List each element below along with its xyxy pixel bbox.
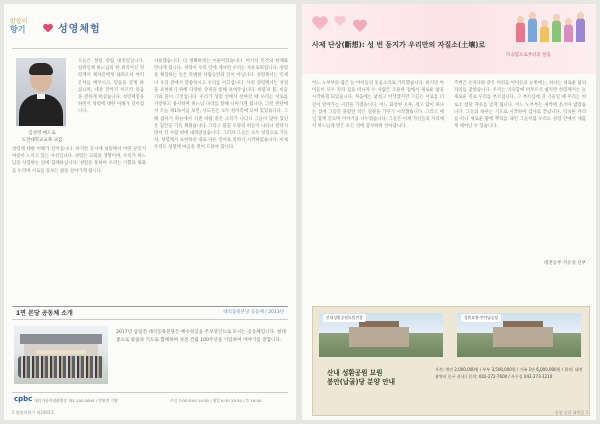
heart-decoration-icon xyxy=(310,10,370,36)
ad-headline-line2: 봉안(납골)당 분양 안내 xyxy=(327,378,395,386)
footer-right-info: 주일 7:00 8:00 10:30 / 평일 6:30 19:30 / 토 16:00 xyxy=(170,398,262,403)
left-page xyxy=(4,4,296,420)
page-title: 성영체험 xyxy=(58,24,101,35)
page-number-left: 2 말씀의향기 제2003호 xyxy=(12,410,55,415)
article-author: 대전동부 지유성 신부 xyxy=(544,261,586,266)
section-title: 1면 본당 공동체 소개 xyxy=(16,310,73,317)
parish-notice-text: 2017년 삼일전 대리동북분당은 예수성심을 주보성인으로 모시는 공동체입니다. 현대종으로 말씀과 기도로 함께하며 성전 건립 100주년을 기념하여 이야기를 전합니다. xyxy=(116,330,286,343)
ad-headline-line1: 산내 성환공원 묘원 xyxy=(327,369,383,377)
title-divider xyxy=(12,48,288,49)
article-column-2: 사용했습니다. 더 정확하게는 이순이었습니다. 여기서 인간의 한계와 만나게 됩니다. 성령이 우리 안에 계시면 우리는 자유로워집니다. 성령을 체험하는 일은 특별한 사람들만의 일이 아닙니다. 성령께서는 언제나 우리 곁에서 말씀하시고 우리를 이끄십니다. 사실 성령께서는 성경을 표현하기 위해 다양한 상징을 통해 보여주십니다. 바람과 불, 비둘기와 물이 그것입니다. 우리가 성령 안에서 살아갈 때 우리는 서로를 사랑하고 용서하며 하느님 나라를 향해 나아가게 됩니다. 그런 판단에서 오늘 제1독서를 보면, 사도들은 모두 한자리에 모여 있었습니다. 그때 갑자기 하늘에서 거센 바람 같은 소리가 나더니 그들이 앉아 있던 온 집안을 가득 채웠습니다. 그리고 불꽃 모양의 혀들이 나타나 갈라지면서 각 사람 위에 내려앉았습니다. 그러자 그들은 모두 성령으로 가득 차, 성령께서 표현하신 대로 다른 언어로 말하기 시작하였습니다. 이제 우리도 성령께 마음을 열어 드려야 합니다. xyxy=(154,59,288,151)
author-photo xyxy=(16,58,66,126)
logo-top-text: 말씀의 xyxy=(10,18,28,25)
footer-left-info: 대리가톨릭평화방송 TEL 100-3844 / 만원의 기쁨 xyxy=(34,398,118,403)
article-column-2: 주변은 손자다와 같은 어려움 아이들의 눈빛에는, 하나는 새로운 삶의 자리를 찾았습니다. 우리는 익숙함에 머무르기 쉽지만 성령께서는 늘 새로운 길로 우리를 부르십니다. 그 부르심에 귀 기울일 때 우리는 비로소 참된 자유를 얻게 됩니다. 어느 노부부는 새벽에 옷소아 얇았습니다. 그들의 하루는 기도로 시작하여 감사로 끝납니다. 익숙한 자리를 떠나 새로운 땅에 뿌리를 내린 그들처럼 우리도 성령 안에서 새롭게 태어날 수 있습니다. xyxy=(454,81,586,130)
ad-photo-label-left: 산내성환공원묘원전경 xyxy=(323,314,366,322)
right-page xyxy=(302,4,596,420)
photo-caption-name: 김성영 베드로 xyxy=(28,131,56,136)
cpbc-logo: cpbc xyxy=(14,395,33,403)
ad-photo-label-right: 성환묘원·봉안납골당 xyxy=(461,314,501,322)
footer-divider xyxy=(12,392,288,393)
family-illustration xyxy=(512,8,592,42)
article-subtitle: 익숙함으로부터의 탈출 xyxy=(506,53,551,58)
heart-icon xyxy=(42,22,54,34)
article-column-1-top: 오늘은 성령 강림 대축일입니다. 삼위일체 하느님의 한 위격이신 성령께서 제자들에게 내려오셔 여러 은사를 베푸시고, 믿음을 굳게 하셨으며, 세상 끝까지 이르러 복음을 전하게 하셨습니다. 성령체험을 하면서 성령에 대한 이해가 깊어집니다. xyxy=(78,59,144,115)
cemetery-ad xyxy=(312,306,590,416)
section-subtitle: 대리동북본당 공동체 / 2013년 xyxy=(223,310,284,315)
article-column-1-bottom: 성령께 대한 이해가 깊어집니다. 하지만 동시에 성령께서 어떤 분인지 여럿이 느끼고 있는 사실입니다. 성령은 교회의 생명이며, 우리가 하느님을 사랑하는 일에 함께하십니다. 성령을 통하여 우리는 기쁨과 평화를 누리며 서로를 돌보는 삶을 살아가게 됩니다. xyxy=(12,147,146,174)
page-number-right: 성령 강림 대축일 3 xyxy=(554,410,588,415)
photo-caption-role: 도란대학교교목 교갑 xyxy=(21,138,63,143)
column-logo xyxy=(10,16,50,42)
ad-headline xyxy=(327,369,427,387)
article-column-1: 어느 노부부의 집은 늘 아이들의 웃음소리로 가득했습니다. 하지만 아이들이 모두 자라 집을 떠나자 두 사람은 조용한 집에서 새로운 삶을 시작하게 되었습니다. 처음에는 낯설고 어색했지만 그들은 서로를 더 깊이 알아가는 시간을 가졌습니다. 어느 화창한 오후, 세고 얇이 하나는 집에 그동안 몰랐던 작은 정원을 가꾸기 시작했습니다. 그리고 매일 함께 걸으며 이야기를 나누었습니다. 그들은 이제 자신들의 자리에서 하느님께 받은 모든 것에 감사하며 살아갑니다. xyxy=(312,81,444,130)
logo-main-text: 향기 xyxy=(10,25,26,34)
article-title: 사제 단상(斷想): 성 번 동지가 우리만의 자질소(土壤)로 xyxy=(312,41,486,49)
ad-info-text: 가격: 개인 2,000,000원 / 부부 3,500,000원 / 가족 1단 6,000,000원 / 위치: 대전광역시 동구 산내 / 문의: 042-272-7600 / 사무실 042-273-1210 xyxy=(435,367,583,379)
parish-group-photo xyxy=(14,326,108,384)
